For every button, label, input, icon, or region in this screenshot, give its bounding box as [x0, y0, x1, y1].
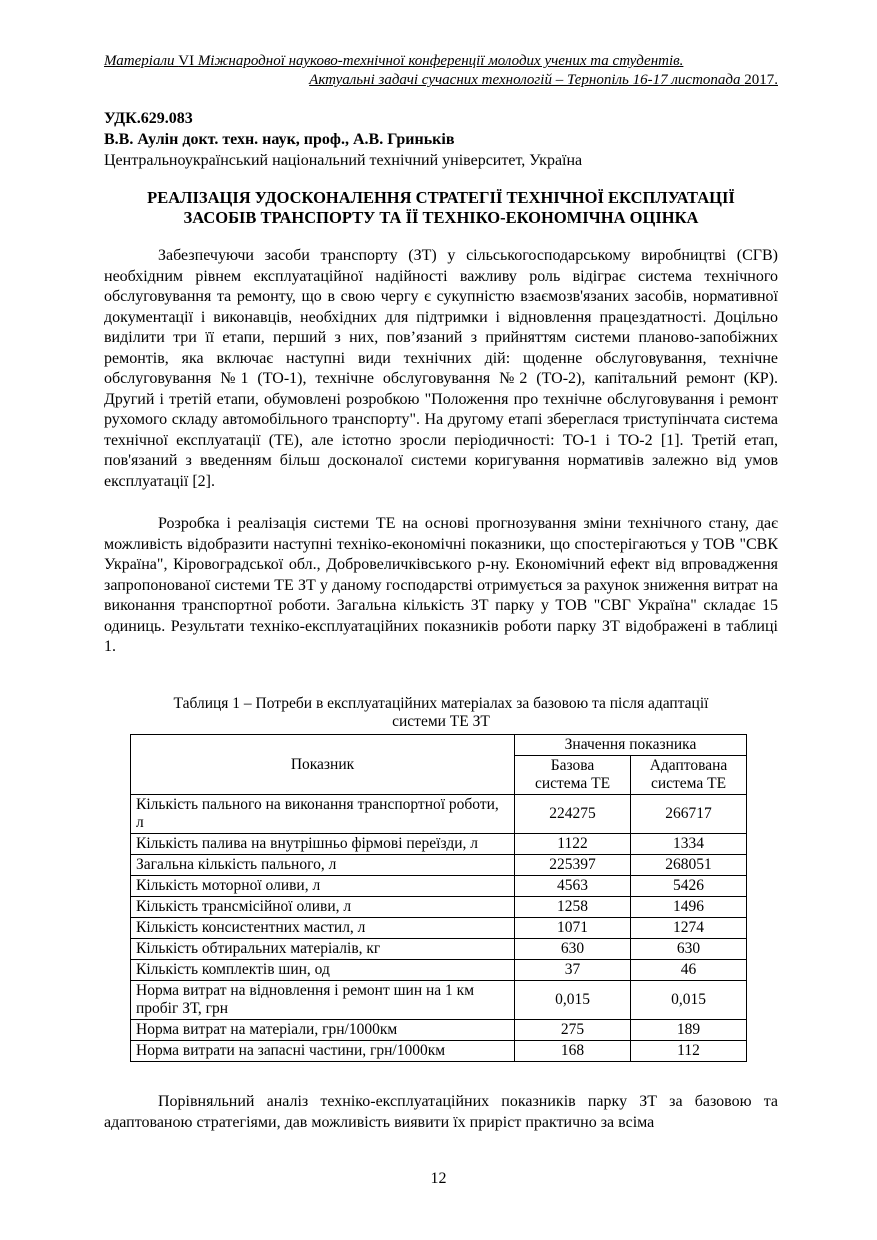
row-adapted: 1274: [631, 918, 747, 939]
header-base-line-1: Базова: [550, 757, 595, 774]
row-base: 37: [515, 960, 631, 981]
paragraph-3: Порівняльний аналіз техніко-експлуатаційних показників парку ЗТ за базовою та адаптованою стратегіями, дав можливість виявити їх приріст практично за всіма: [104, 1093, 778, 1131]
paper-title: [104, 188, 778, 228]
header-base: [515, 756, 631, 795]
header-line-1: [100, 52, 778, 71]
header-line-2: [100, 71, 778, 90]
row-base: 224275: [515, 795, 631, 834]
header-adapted-line-2: система ТЕ: [650, 775, 727, 792]
header-indicator: Показник: [131, 735, 515, 795]
row-adapted: 266717: [631, 795, 747, 834]
udk-code: УДК.629.083: [104, 110, 193, 127]
row-adapted: 630: [631, 939, 747, 960]
row-base: 275: [515, 1020, 631, 1041]
title-line-2: ЗАСОБІВ ТРАНСПОРТУ ТА ЇЇ ТЕХНІКО-ЕКОНОМІЧНА ОЦІНКА: [183, 208, 699, 227]
title-line-1: РЕАЛІЗАЦІЯ УДОСКОНАЛЕННЯ СТРАТЕГІЇ ТЕХНІЧНОЇ ЕКСПЛУАТАЦІЇ: [147, 188, 735, 207]
row-adapted: 1334: [631, 834, 747, 855]
table-row: [131, 795, 747, 834]
header-adapted-line-1: Адаптована: [649, 757, 728, 774]
header-line2-text: Актуальні задачі сучасних технологій – Тернопіль 16-17 листопада: [309, 72, 745, 88]
header-line1-text: Матеріали: [104, 53, 179, 69]
row-base: 225397: [515, 855, 631, 876]
row-base: 0,015: [515, 981, 631, 1020]
header-value: Значення показника: [515, 735, 747, 756]
header-adapted: [631, 756, 747, 795]
header-roman-numeral: VI: [178, 53, 195, 69]
row-label: Кількість пального на виконання транспортної роботи, л: [131, 795, 515, 834]
table-row: [131, 897, 747, 918]
table-row: [131, 876, 747, 897]
table-row: [131, 981, 747, 1020]
paper-meta: [104, 108, 784, 171]
table-row: [131, 939, 747, 960]
row-label: Кількість палива на внутрішньо фірмові переїзди, л: [131, 834, 515, 855]
table-row: [131, 1020, 747, 1041]
row-label: Норма витрат на відновлення і ремонт шин на 1 км пробіг ЗТ, грн: [131, 981, 515, 1020]
row-label: Кількість консистентних мастил, л: [131, 918, 515, 939]
row-base: 168: [515, 1041, 631, 1062]
row-label: Кількість моторної оливи, л: [131, 876, 515, 897]
table-row: [131, 1041, 747, 1062]
affiliation: Центральноукраїнський національний технічний університет, Україна: [104, 152, 583, 169]
row-base: 1258: [515, 897, 631, 918]
conference-header: [100, 52, 778, 90]
header-line1-rest: Міжнародної науково-технічної конференції молодих учених та студентів.: [194, 53, 684, 69]
authors: В.В. Аулін докт. техн. наук, проф., А.В. Гриньків: [104, 131, 455, 148]
row-adapted: 112: [631, 1041, 747, 1062]
materials-table: [130, 734, 747, 1062]
paragraph-1: Забезпечуючи засоби транспорту (ЗТ) у сільськогосподарському виробництві (СГВ) необхідним рівнем експлуатаційної надійності важливу роль відіграє система технічного обслуговування та ремонту, що в свою чергу є сукупністю взаємозв'язаних засобів, нормативної документації і виконавців, необхідних для підтримки і відновлення працездатності. Доцільно виділити три її етапи, перший з них, пов’язаний з прийняттям системи планово-запобіжних ремонтів, яка включає наступні види технічних дій: щоденне обслуговування, технічне обслуговування №1 (ТО-1), технічне обслуговування №2 (ТО-2), капітальний ремонт (КР). Другий і третій етапи, обумовлені розробкою "Положення про технічне обслуговування і ремонт рухомого складу автомобільного транспорту". На другому етапі збереглася триступінчата система технічної експлуатації (ТЕ), але істотно зросли періодичності: ТО-1 і ТО-2 [1]. Третій етап, пов'язаний з введенням більш досконалої системи коригування нормативів залежно від умов експлуатації [2].: [104, 247, 778, 490]
caption-line-1: Таблиця 1 – Потреби в експлуатаційних матеріалах за базовою та після адаптації: [173, 695, 709, 712]
table-row: [131, 834, 747, 855]
table-row: [131, 960, 747, 981]
row-adapted: 46: [631, 960, 747, 981]
row-label: Кількість обтиральних матеріалів, кг: [131, 939, 515, 960]
table-caption: [104, 695, 778, 731]
row-label: Норма витрат на матеріали, грн/1000км: [131, 1020, 515, 1041]
row-base: 1122: [515, 834, 631, 855]
header-base-line-2: система ТЕ: [534, 775, 611, 792]
row-adapted: 268051: [631, 855, 747, 876]
row-adapted: 5426: [631, 876, 747, 897]
row-base: 4563: [515, 876, 631, 897]
row-label: Загальна кількість пального, л: [131, 855, 515, 876]
page-number: 12: [430, 1170, 447, 1187]
table-row: [131, 855, 747, 876]
row-adapted: 0,015: [631, 981, 747, 1020]
paragraph-2: Розробка і реалізація системи ТЕ на основі прогнозування зміни технічного стану, дає можливість відобразити наступні техніко-економічні показники, що спостерігаються у ТОВ "СВК Україна", Кіровоградської обл., Добровеличківського р-ну. Економічний ефект від впровадження запропонованої системи ТЕ ЗТ у даному господарстві отримується за рахунок зниження витрат на виконання транспортної роботи. Загальна кількість ЗТ парку у ТОВ "СВГ Україна" складає 15 одиниць. Результати техніко-експлуатаційних показників роботи парку ЗТ відображені в таблиці 1.: [104, 515, 778, 655]
row-label: Норма витрати на запасні частини, грн/1000км: [131, 1041, 515, 1062]
row-adapted: 1496: [631, 897, 747, 918]
header-year: 2017.: [744, 72, 778, 88]
row-base: 1071: [515, 918, 631, 939]
caption-line-2: системи ТЕ ЗТ: [392, 713, 490, 730]
row-adapted: 189: [631, 1020, 747, 1041]
row-label: Кількість комплектів шин, од: [131, 960, 515, 981]
row-label: Кількість трансмісійної оливи, л: [131, 897, 515, 918]
table-row: [131, 918, 747, 939]
row-base: 630: [515, 939, 631, 960]
